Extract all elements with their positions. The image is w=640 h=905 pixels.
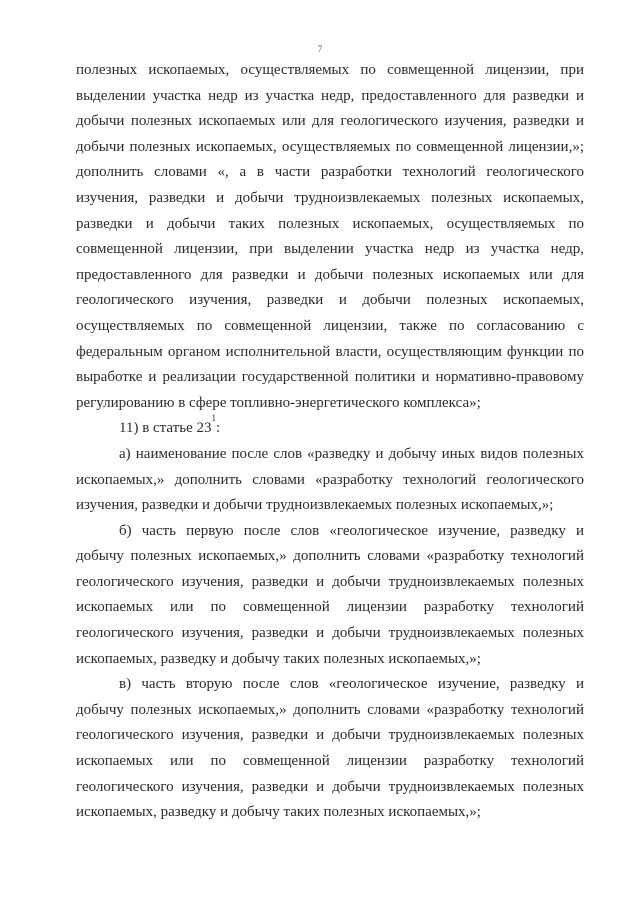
text-line: б) часть первую после слов «геологическое изучение, разведку и — [119, 522, 584, 539]
text-line: геологического изучения, разведки и добычи трудноизвлекаемых полезных — [76, 625, 584, 642]
text-line: осуществляемых по совмещенной лицензии, также по согласованию с — [76, 317, 584, 334]
text-line: ископаемых,» дополнить словами «разработку технологий геологического — [76, 471, 584, 488]
text-line: предоставленного для разведки и добычи полезных ископаемых или для — [76, 266, 584, 283]
text-line: федеральным органом исполнительной власти, осуществляющим функции по — [76, 343, 584, 360]
text-line: ископаемых или по совмещенной лицензии разработку технологий — [76, 753, 584, 770]
article-superscript: 1 — [211, 413, 216, 424]
text-line: ископаемых, разведку и добычу таких полезных ископаемых,»; — [76, 804, 481, 821]
page-number: 7 — [317, 44, 323, 54]
text-line: изучения, разведки и добычи трудноизвлекаемых полезных ископаемых,»; — [76, 497, 554, 514]
article-heading — [76, 413, 584, 442]
text-line: ископаемых, разведку и добычу таких полезных ископаемых,»; — [76, 650, 481, 667]
text-line: полезных ископаемых, осуществляемых по совмещенной лицензии, при — [76, 62, 584, 78]
text-line: геологического изучения, разведки и добычи трудноизвлекаемых полезных — [76, 727, 584, 744]
text-line: ископаемых или по совмещенной лицензии разработку технологий — [76, 599, 584, 616]
text-line: в) часть вторую после слов «геологическое изучение, разведку и — [119, 676, 584, 693]
article-heading-suffix: : — [216, 420, 221, 437]
text-line: геологического изучения, разведки и добычи трудноизвлекаемых полезных — [76, 573, 584, 590]
text-line: добычу полезных ископаемых,» дополнить словами «разработку технологий — [76, 548, 584, 565]
text-line: дополнить словами «, а в части разработки технологий геологического — [76, 164, 584, 181]
text-line: геологического изучения, разведки и добычи полезных ископаемых, — [76, 292, 584, 309]
text-line: геологического изучения, разведки и добычи трудноизвлекаемых полезных — [76, 778, 584, 795]
text-line: регулированию в сфере топливно-энергетического комплекса»; — [76, 394, 481, 411]
text-line: добычи полезных ископаемых, осуществляемых по совмещенной лицензии,»; — [76, 138, 584, 155]
text-line: изучения, разведки и добычи трудноизвлекаемых полезных ископаемых, — [76, 189, 584, 206]
text-line: совмещенной лицензии, при выделении участка недр из участка недр, — [76, 241, 584, 258]
text-line: выделении участка недр из участка недр, предоставленного для разведки и — [76, 87, 584, 104]
text-line: добычу полезных ископаемых,» дополнить словами «разработку технологий — [76, 701, 584, 718]
text-line: разведки и добычи таких полезных ископаемых, осуществляемых по — [76, 215, 584, 232]
document-body — [76, 58, 584, 826]
text-line: добычи полезных ископаемых или для геологического изучения, разведки и — [76, 113, 584, 130]
text-line: выработке и реализации государственной политики и нормативно-правовому — [76, 369, 584, 386]
article-heading-text: 11) в статье 23 — [119, 420, 212, 437]
text-line: а) наименование после слов «разведку и добычу иных видов полезных — [119, 445, 584, 462]
